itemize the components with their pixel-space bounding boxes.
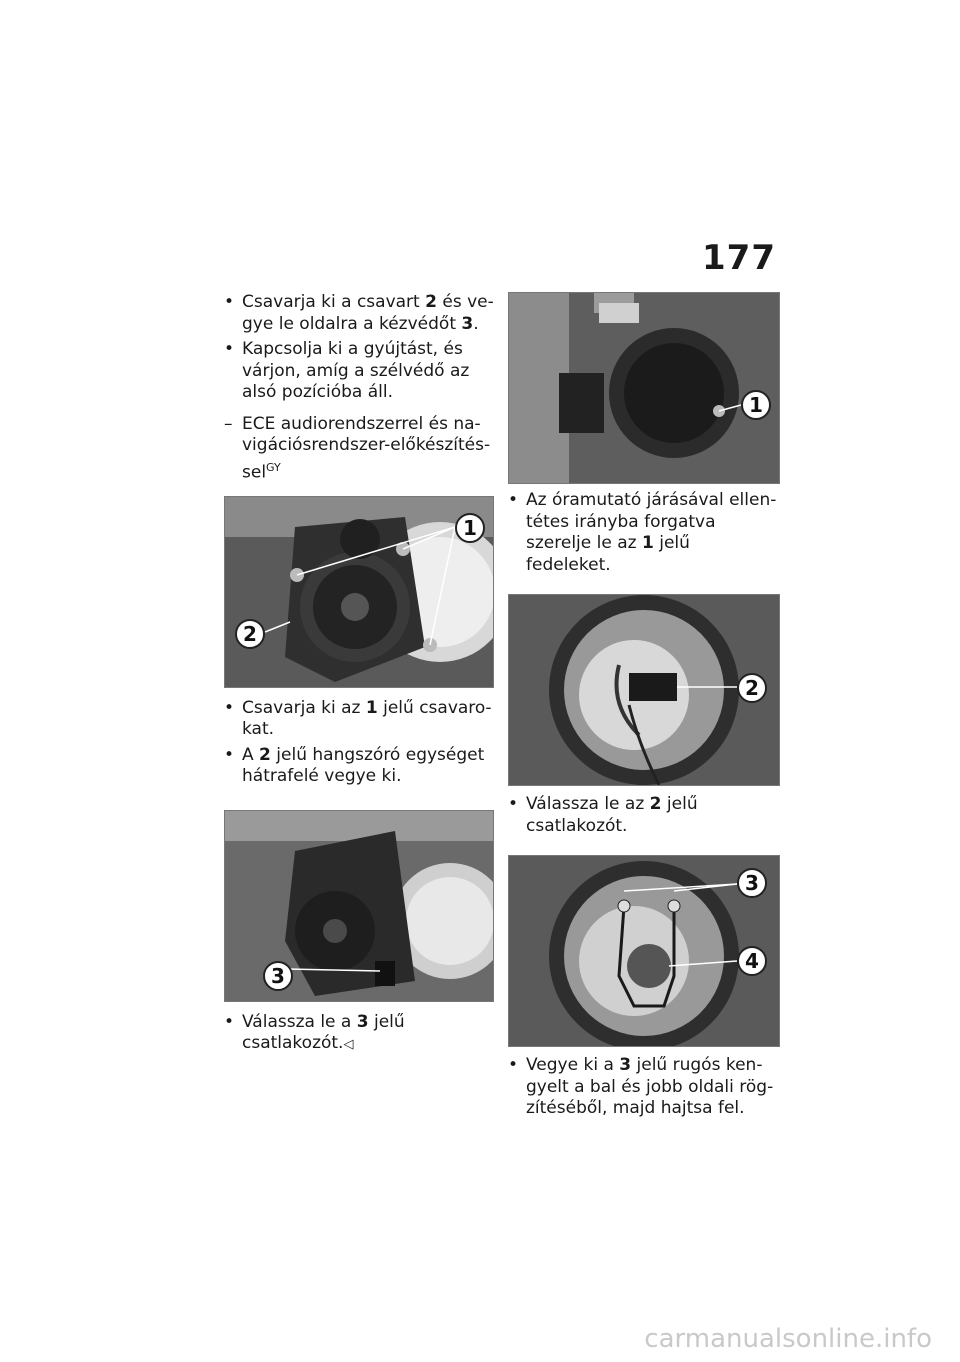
bullet-marker: •: [224, 697, 235, 718]
reference-number: 2: [425, 292, 437, 312]
spring-clip-photo: [508, 855, 780, 1047]
bullet-marker: •: [508, 490, 519, 510]
bullet-marker: •: [224, 339, 235, 359]
headlight-cover-illustration: [509, 293, 779, 483]
instruction-text: A: [242, 744, 260, 765]
condition-text: ECE audiorendszerrel és navigációsrendszer-előkészítéssel: [242, 413, 491, 483]
instruction-item: [224, 1012, 494, 1056]
callout-label: 2: [235, 619, 265, 649]
dash-marker: –: [224, 413, 233, 434]
callout-label: 4: [737, 946, 767, 976]
reference-number: 1: [641, 533, 654, 553]
callout-label: 2: [737, 673, 767, 703]
callout-label: 1: [741, 390, 771, 420]
instruction-text: Az óramutató járásával ellentétes irányba forgatva szerelje le az: [526, 490, 777, 553]
callout-label: 3: [263, 961, 293, 991]
instruction-item: [508, 490, 778, 576]
end-of-section-mark: ◁: [343, 1037, 354, 1053]
instruction-item: [224, 745, 494, 788]
instruction-text: és vegye le oldalra a kézvédőt: [242, 292, 494, 334]
callout-label: 1: [455, 513, 485, 543]
condition-item: [224, 414, 494, 484]
callout-label: 3: [737, 868, 767, 898]
reference-number: 1: [365, 697, 378, 718]
reference-number: 2: [649, 794, 662, 814]
bullet-marker: •: [224, 1011, 235, 1032]
reference-number: 2: [259, 744, 271, 765]
connector-photo: [224, 810, 494, 1002]
instruction-text: Csavarja ki a csavart: [242, 292, 426, 312]
reference-number: 3: [619, 1055, 632, 1075]
instruction-text: .: [473, 313, 479, 334]
right-column: [508, 292, 778, 1124]
reference-number: 3: [461, 313, 474, 334]
instruction-text: Válassza le a: [242, 1011, 357, 1032]
speaker-photo: [224, 496, 494, 688]
bullet-marker: •: [224, 292, 235, 312]
bullet-marker: •: [224, 744, 235, 765]
headlight-cover-photo: [508, 292, 780, 484]
instruction-item: [224, 292, 494, 335]
instruction-text: jelű csatlakozót.: [526, 794, 698, 836]
reference-number: 3: [356, 1011, 369, 1032]
instruction-text: Kapcsolja ki a gyújtást, és várjon, amíg a szélvédő az alsó pozícióba áll.: [242, 339, 470, 402]
bullet-marker: •: [508, 794, 519, 814]
speaker-illustration: [225, 497, 493, 687]
instruction-item: [508, 794, 778, 837]
instruction-text: Csavarja ki az: [242, 697, 366, 718]
instruction-text: Vegye ki a: [526, 1055, 620, 1075]
instruction-item: [224, 339, 494, 404]
instruction-text: jelű csavarokat.: [242, 697, 492, 740]
page-number: 177: [702, 238, 776, 278]
instruction-item: [224, 698, 494, 741]
instruction-text: jelű hangszóró egységet hátrafelé vegye ki.: [242, 744, 485, 787]
country-code: GY: [266, 460, 281, 474]
headlight-connector-photo: [508, 594, 780, 786]
instruction-text: Válassza le az: [526, 794, 650, 814]
watermark: carmanualsonline.info: [644, 1324, 932, 1354]
instruction-text: jelű rugós kengyelt a bal és jobb oldali rögzítéséből, majd hajtsa fel.: [526, 1055, 774, 1118]
instruction-item: [508, 1055, 778, 1120]
left-column: [224, 292, 494, 1060]
instruction-text: jelű fedeleket.: [526, 533, 690, 575]
bullet-marker: •: [508, 1055, 519, 1075]
instruction-text: jelű csatlakozót.: [242, 1011, 405, 1054]
